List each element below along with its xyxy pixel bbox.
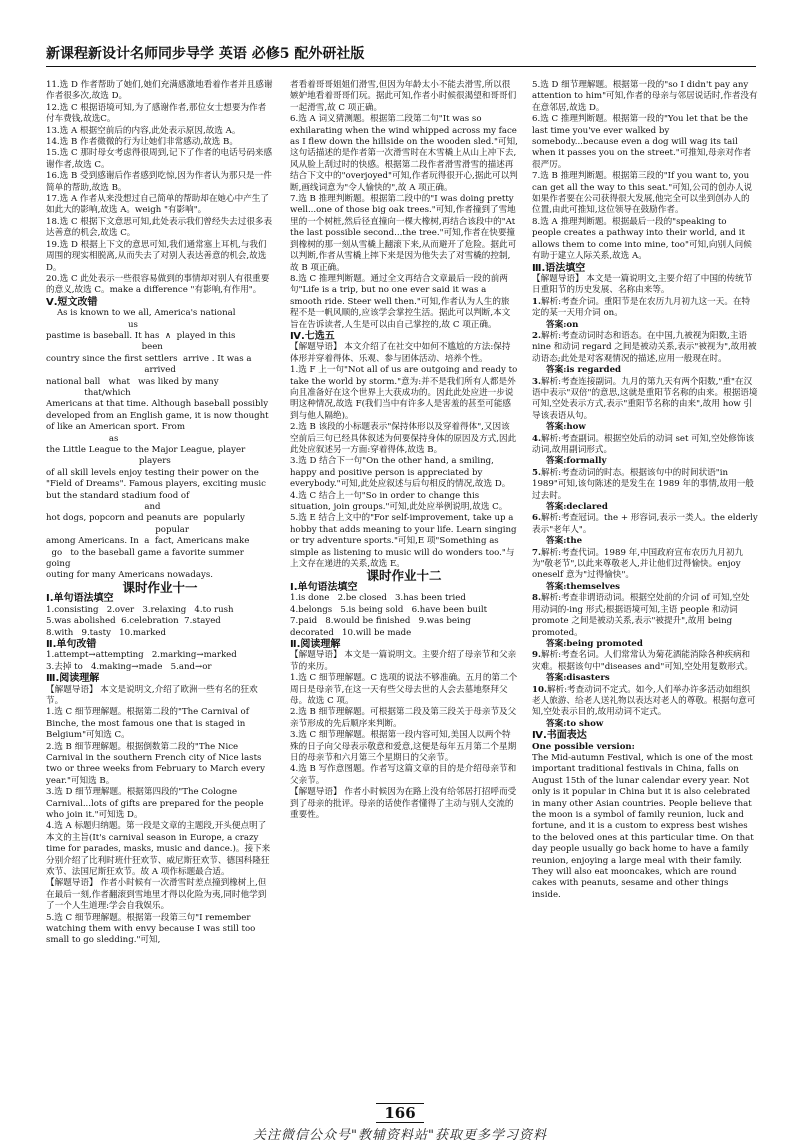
guide-text: 【解题导语】 本文是一篇说明文,主要介绍了中国的传统节日重阳节的历史发展、名称由来等。: [532, 273, 753, 296]
lesson-title: 课时作业十一: [122, 579, 198, 595]
lesson-title: 课时作业十二: [366, 568, 442, 584]
guide-text: 【解题导语】 本文是说明文,介绍了欧洲一些有名的狂欢节。: [46, 684, 258, 706]
grammar-item: [532, 468, 758, 502]
item-explanation: 解析:考查介词。重阳节是在农历九月初九这一天。在特定的某一天用介词 on。: [532, 296, 751, 319]
answer-line: decorated 10.will be made: [290, 627, 412, 638]
essay-line: outing for many Americans nowadays.: [46, 570, 213, 581]
essay-line: players: [46, 456, 171, 467]
essay-line: Americans at that time. Although baseball possibly developed from an English game, it is now thought of like an American sport. From: [46, 399, 272, 433]
answer-item: 16.选 B 受到感谢后作者感到吃惊,因为作者认为那只是一件简单的帮助,故选 B。: [46, 171, 272, 193]
error-correction-essay: [46, 308, 274, 582]
answer-list: [290, 365, 518, 570]
essay-line: pastime is baseball. It has ∧ played in this: [46, 330, 236, 341]
answer-item: 2.选 B 细节理解题。根据倒数第二段的"The Nice Carnival in the southern French city of Nice lasts two or three weeks from February to March every year."可知选 B。: [46, 741, 265, 786]
essay-line: and: [46, 502, 161, 513]
answer-item: 20.选 C 此处表示一些很容易做到的事情却对别人有很重要的意义,故选 C。make a difference "有影响,有作用"。: [46, 273, 270, 296]
item-number: 7.: [532, 547, 541, 558]
footer-note: 关注微信公众号"教辅资料站"获取更多学习资料: [253, 1128, 547, 1143]
answer-item: 11.选 D 作者帮助了她们,她们充满感激地看着作者并且感谢作者很多次,故选 D。: [46, 80, 273, 102]
section-title: Ⅴ.短文改错: [46, 296, 98, 308]
item-answer: 答案:the: [546, 536, 583, 547]
page-header: [46, 44, 756, 67]
grammar-item: [532, 685, 758, 719]
answer-item: 18.选 C 根据下文意思可知,此处表示我们曾经失去过很多表达善意的机会,故选 C。: [46, 216, 273, 239]
answer-line: 1.consisting 2.over 3.relaxing 4.to rush: [46, 604, 234, 615]
grammar-item: [532, 593, 758, 639]
section-title: Ⅳ.书面表达: [532, 730, 587, 742]
item-explanation: 解析:考查连接副词。九月的第九天有两个阳数,"重"在汉语中表示"双倍"的意思,这就是重阳节名称的由来。根据语境可知,空处表示方式,表示"重阳节名称的由来",故用 how 引导该表语从句。: [532, 376, 758, 421]
essay-line: hot dogs, popcorn and peanuts are popularly: [46, 513, 245, 524]
answer-lines: [46, 650, 274, 673]
answer-line: 1.is done 2.be closed 3.has been tried: [290, 593, 466, 604]
item-explanation: 解析:考查冠词。the + 形容词,表示一类人。the elderly 表示"老年人"。: [532, 513, 758, 535]
grammar-answers: [532, 297, 758, 730]
item-answer: 答案:how: [546, 422, 586, 433]
essay-line: as: [46, 433, 119, 444]
answer-item: 13.选 A 根据空前后的内容,此处表示原因,故选 A。: [46, 125, 241, 136]
item-explanation: 解析:考查非谓语动词。根据空处前的介词 of 可知,空处用动词的-ing 形式;根据语境可知,主语 people 和动词 promote 之间是被动关系,表示"被提升",故用 being promoted。: [532, 593, 750, 638]
answer-line: 4.belongs 5.is being sold 6.have been built: [290, 604, 488, 615]
answer-item: 15.选 C 那时母女考虑得很周到,记下了作者的电话号码来感谢作者,故选 C。: [46, 148, 273, 170]
item-number: 4.: [532, 433, 541, 444]
grammar-item: [532, 513, 758, 536]
item-number: 1.: [532, 296, 541, 307]
item-answer: 答案:disasters: [546, 673, 610, 684]
item-explanation: 解析:考查动词时态和语态。在中国,九被视为阳数,主语 nine 和动词 regard 之间是被动关系,表示"被视为",故用被动语态;此处是对客观情况的描述,应用一般现在时。: [532, 330, 757, 364]
answer-line: 3.去掉 to 4.making→made 5.and→or: [46, 661, 212, 672]
answer-list: [290, 80, 518, 331]
item-explanation: 解析:考查动词的时态。根据该句中的时间状语"in 1989"可知,该句陈述的是发生在 1989 年的事情,故用一般过去时。: [532, 467, 754, 501]
essay-line: that/which: [46, 387, 131, 398]
answer-item: 者看着哥哥姐姐们滑雪,但因为年龄太小不能去滑雪,所以很嫉妒地看着哥哥们玩。据此可知,作者小时候很渴望和哥哥们一起滑雪,故 C 项正确。: [290, 80, 517, 113]
model-essay: The Mid-autumn Festival, which is one of the most important traditional festivals in China, falls on August 15th of the lunar calendar every year. Not only is it popular in China but it is also celebrated in many other Asian countries. People believe that the moon is a symbol of family reunion, luck and fortune, and it is a custom to express best wishes to the beloved ones at this particular time. On that day people usually go back home to have a family reunion, enjoying a large meal with their family. They will also eat mooncakes, which are round cakes with peanuts, sesame and other things inside.: [532, 752, 754, 900]
guide-text: 【解题导语】 本文介绍了在社交中如何不尴尬的方法:保持体形并穿着得体、乐观、参与团体活动、培养个性。: [290, 342, 511, 364]
item-number: 2.: [532, 330, 541, 341]
item-answer: 答案:on: [546, 319, 579, 330]
essay-line: go to the baseball game a favorite summer: [46, 547, 244, 558]
answer-item: 14.选 B 作者微微的行为让她们非常感动,故选 B。: [46, 137, 238, 148]
item-answer: 答案:is regarded: [546, 365, 622, 376]
answer-line: 1.attempt→attempting 2.marking→marked: [46, 650, 237, 661]
answer-item: 8.选 A 推理判断题。根据最后一段的"speaking to people creates a pathway into their world, and it allows them to come into mine, too"可知,向别人问候有助于建立人际关系,故选 A。: [532, 216, 752, 262]
essay-line: national ball what was liked by many: [46, 376, 219, 387]
answer-item: 3.选 D 细节理解题。根据第四段的"The Cologne Carnival...lots of gifts are prepared for the people who join it."可知选 D。: [46, 787, 264, 820]
answer-lines: [290, 593, 518, 639]
answer-item: 【解题导语】 作者小时候有一次滑雪时差点撞到橡树上,但在最后一刻,作者翻滚到雪地里才得以化险为夷,同时他学到了一个人生道理:学会自我娱乐。: [46, 878, 267, 912]
answer-line: 5.was abolished 6.celebration 7.stayed: [46, 616, 221, 627]
grammar-item: [532, 297, 758, 320]
version-title: One possible version:: [532, 741, 635, 752]
essay-line: among Americans. In a fact, Americans make: [46, 536, 250, 547]
answer-line: 7.paid 8.would be finished 9.was being: [290, 616, 471, 627]
answer-list: [290, 673, 518, 821]
section-title: Ⅰ.单句语法填空: [290, 581, 358, 593]
answer-item: 4.选 B 写作意图题。作者写这篇文章的目的是介绍母亲节和父亲节。: [290, 764, 517, 786]
section-title: Ⅱ.单句改错: [46, 638, 97, 650]
answer-item: 1.选 C 细节理解题。C 选项的说法不够准确。五月的第二个周日是母亲节,在这一天有些父母去世的人会去墓地祭拜父母。故选 C 项。: [290, 673, 518, 706]
guide-text: 【解题导语】 本文是一篇说明文。主要介绍了母亲节和父亲节的来历。: [290, 650, 517, 672]
column-2: [290, 80, 518, 821]
answer-item: 7.选 B 推理判断题。根据第二段中的"I was doing pretty well...one of those big oak trees."可知,作者撞到了雪地里的一个树桩,然后径直撞向一棵大橡树,再结合该段中的"At the last possible second...the tree."可知,作者在快要撞到橡树的那一刻从雪橇上翻滚下来,从而避开了危险。据此可以判断,作者从雪橇上摔下来是因为他失去了对雪橇的控制,故 B 项正确。: [290, 194, 517, 273]
essay-line: of all skill levels enjoy testing their power on the "Field of Dreams". Famous players, exciting music but the standard stadium food of: [46, 467, 269, 501]
answer-item: 4.选 C 结合上一句"So in order to change this situation, join groups."可知,此处应举例说明,故选 C。: [290, 490, 508, 513]
section-title: Ⅱ.阅读理解: [290, 638, 341, 650]
section-title: Ⅲ.语法填空: [532, 262, 586, 274]
item-explanation: 解析:考查代词。1989 年,中国政府宣布农历九月初九为"敬老节",以此来尊敬老人,并让他们过得愉快。enjoy oneself 意为"过得愉快"。: [532, 547, 744, 581]
column-3: [532, 80, 758, 901]
answer-item: 7.选 B 推理判断题。根据第三段的"If you want to, you can get all the way to this seat."可知,公司的创办人说如果作者要在公司获得很大发展,他完全可以坐到创办人的位置,由此可推知,这位领导在鼓励作者。: [532, 171, 753, 216]
page-number: [0, 1104, 800, 1122]
item-explanation: 解析:考查动词不定式。如今,人们举办许多活动如组织老人旅游、给老人送礼物以表达对老人的尊敬。根据句意可知,空处表示目的,故用动词不定式。: [532, 684, 756, 718]
item-answer: 答案:declared: [546, 502, 608, 513]
item-number: 8.: [532, 593, 541, 604]
answer-item: 17.选 A 作者从来没想过自己简单的帮助却在她心中产生了如此大的影响,故选 A。weigh "有影响"。: [46, 194, 269, 216]
essay-line: country since the first settlers arrive . It was a: [46, 353, 252, 364]
essay-line: popular: [46, 524, 189, 535]
answer-item: 1.选 C 细节理解题。根据第二段的"The Carnival of Binche, the most famous one that is staged in Belgium"可知选 C。: [46, 707, 249, 741]
item-number: 9.: [532, 650, 541, 661]
essay-line: been: [46, 342, 163, 353]
essay-line: the Little League to the Major League, player: [46, 445, 246, 455]
item-explanation: 解析:考查副词。根据空处后的动词 set 可知,空处修饰该动词,故用副词形式。: [532, 433, 755, 455]
answer-item: 5.选 E 结合上文中的"For self-improvement, take up a hobby that adds meaning to your life. Learn singing or try adventure sports."可知,E 项"Something as simple as listening to music will do wonders too."与上文存在递进的关系,故选 E。: [290, 513, 517, 570]
answer-item: 8.选 C 推理判断题。通过全文再结合文章最后一段的前两句"Life is a trip, but no one ever said it was a smooth ride. Steer well then."可知,作者认为人生的旅程不是一帆风顺的,应该学会掌控生活。据此可以判断,本文旨在告诉读者,人生是可以由自己掌控的,故 C 项正确。: [290, 273, 511, 330]
grammar-item: [532, 548, 758, 582]
answer-item: 3.选 D 结合下一句"On the other hand, a smiling, happy and positive person is appreciated by everybody."可知,此处应叙述与后句相反的情况,故选 D。: [290, 456, 511, 490]
answer-item: 6.选 A 词义猜测题。根据第二段第二句"It was so exhilarating when the wind whipped across my face as I flew down the hillside on the wooden sled."可知,这句话描述的是作者第一次滑雪时在木雪橇上从山上冲下去,风从脸上刮过时的快感。根据第二段作者滑雪滑雪的描述再结合下文中的"overjoyed"可知,作者玩得很开心,据此可以判断,画线词意为"令人愉快的",故 A 项正确。: [290, 114, 518, 193]
answer-item: 6.选 C 推理判断题。根据第一段的"You let that be the last time you've ever walked by somebody...because even a dog will wag its tail when it passes you on the street."可推知,母亲对作者很严厉。: [532, 114, 752, 170]
answer-item: 【解题导语】 作者小时候因为在路上没有给邻居打招呼而受到了母亲的批评。母亲的话使作者懂得了主动与别人交流的重要性。: [290, 787, 517, 820]
column-1: [46, 80, 274, 947]
section-title: Ⅳ.七选五: [290, 330, 335, 342]
answer-item: 2.选 B 细节理解题。可根据第二段及第三段关于母亲节及父亲节形成的先后顺序来判断。: [290, 707, 517, 729]
item-number: 3.: [532, 376, 541, 387]
essay-line: us: [46, 319, 138, 330]
answer-list: [532, 80, 758, 263]
answer-item: 19.选 D 根据上下文的意思可知,我们通常塞上耳机,与我们周围的现实相脱离,从而失去了对别人表达善意的机会,故选 D。: [46, 239, 267, 273]
answer-item: 3.选 C 细节理解题。根据第一段内容可知,美国人以两个特殊的日子向父母表示敬意和爱意,这便是每年五月第二个星期日的母亲节和六月第三个星期日的父亲节。: [290, 730, 517, 763]
essay-line: going: [46, 559, 71, 570]
grammar-item: [532, 650, 758, 673]
answer-item: 12.选 C 根据语境可知,为了感谢作者,那位女士想要为作者付车费钱,故选C。: [46, 102, 267, 125]
section-title: Ⅰ.单句语法填空: [46, 593, 114, 605]
essay-line: arrived: [46, 365, 176, 376]
answer-line: 8.with 9.tasty 10.marked: [46, 627, 167, 638]
page-number-text: 166: [376, 1103, 423, 1123]
item-number: 6.: [532, 513, 541, 524]
grammar-item: [532, 377, 758, 423]
answer-item: 2.选 B 该段的小标题表示"保持体形以及穿着得体",又因该空前后三句已经具体叙述为何要保持身体的原因及方式,因此此处应叙述另一方面:穿着得体,故选 B。: [290, 422, 517, 455]
answer-item: 1.选 F 上一句"Not all of us are outgoing and ready to take the world by storm."意为:并不是我们所有人都是外向且准备好在这个世界上大获成功的。因此此处应进一步说明这种情况,故选 F(我们当中有许多人是害羞的甚至可能感到与他人隔绝)。: [290, 365, 518, 421]
answer-list: [46, 80, 274, 297]
section-title: Ⅲ.阅读理解: [46, 673, 100, 685]
grammar-item: [532, 434, 758, 457]
item-answer: 答案:to show: [546, 718, 604, 729]
item-answer: 答案:themselves: [546, 581, 621, 592]
answer-list: [46, 707, 274, 947]
item-explanation: 解析:考查名词。人们常常认为菊花酒能消除各种疾病和灾难。根据该句中"diseases and"可知,空处用复数形式。: [532, 650, 753, 672]
answer-lines: [46, 605, 274, 639]
answer-item: 5.选 D 细节理解题。根据第一段的"so I didn't pay any attention to him"可知,作者的母亲与邻居说话时,作者没有在意邻居,故选 D。: [532, 80, 758, 113]
item-number: 5.: [532, 467, 541, 478]
answer-item: 4.选 A 标题归纳题。第一段是文章的主题段,开头便点明了本文的主旨(It's carnival season in Europe, a crazy time for parades, masks, music and dance.)。接下来分别介绍了比利时班什狂欢节、威尼斯狂欢节、德国科隆狂欢节、法国尼斯狂欢节。故 A 项作标题最合适。: [46, 821, 271, 878]
item-answer: 答案:formally: [546, 456, 607, 467]
item-number: 10.: [532, 684, 547, 695]
grammar-item: [532, 331, 758, 365]
answer-item: 5.选 C 细节理解题。根据第一段第三句"I remember watching them with envy because I was still too small to go sledding."可知,: [46, 912, 256, 946]
essay-line: As is known to we all, America's national: [46, 308, 236, 319]
header-title: 新课程新设计名师同步导学 英语 必修5 配外研社版: [46, 46, 365, 62]
item-answer: 答案:being promoted: [546, 638, 643, 649]
